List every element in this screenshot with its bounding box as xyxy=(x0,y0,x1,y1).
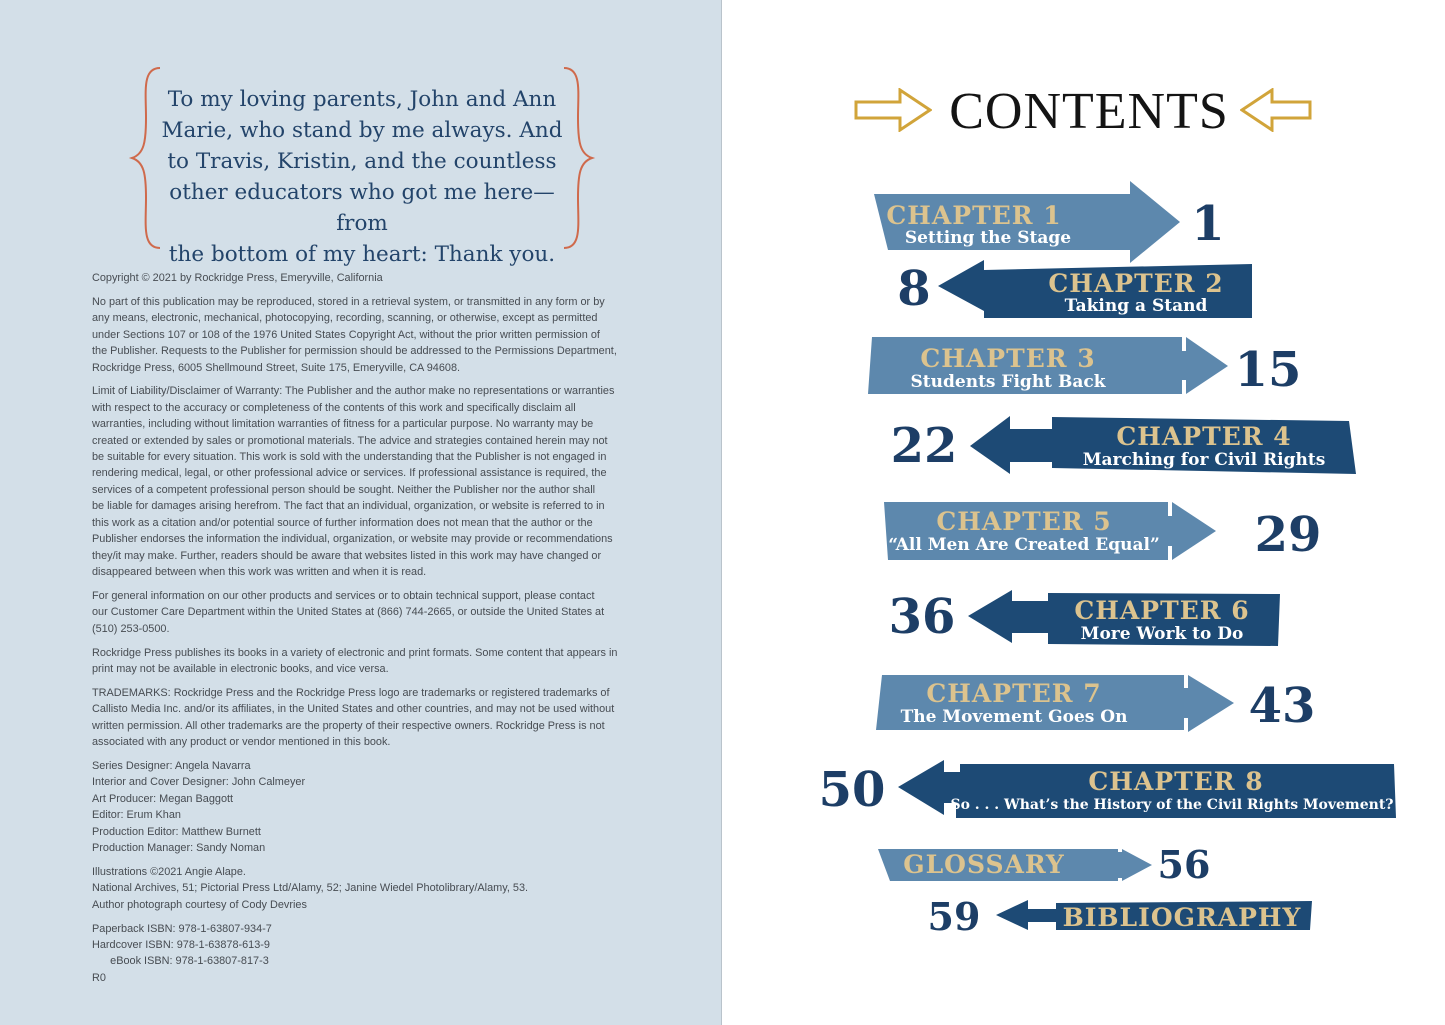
text-line: be liable for damages arising herefrom. The fact that an individual, organization, or website is referred to in xyxy=(92,500,605,513)
text-line: the Publisher. Requests to the Publisher for permission should be addressed to the Permissions Department, xyxy=(92,345,617,358)
text-line: National Archives, 51; Pictorial Press Ltd/Alamy, 52; Janine Wiedel Photolibrary/Alamy, 53. xyxy=(92,882,529,895)
text-line: written permission. All other trademarks are the property of their respective owners. Rockridge Press is not xyxy=(92,719,605,732)
toc-entry-chapter-7[interactable] xyxy=(876,675,1315,734)
text-line: with respect to the accuracy or completeness of the contents of this work and specifically disclaim all xyxy=(92,401,576,414)
chapter-subtitle: More Work to Do xyxy=(1080,624,1244,644)
dedication-line: To my loving parents, John and Ann xyxy=(167,87,557,112)
toc-entry-glossary[interactable] xyxy=(878,842,1210,887)
page-number: 22 xyxy=(890,418,958,474)
text-line: Rockridge Press publishes its books in a variety of electronic and print formats. Some content that appears in xyxy=(92,646,618,659)
contents-page xyxy=(722,0,1445,1025)
chapter-subtitle: The Movement Goes On xyxy=(900,707,1128,727)
text-line: services of a competent professional person should be sought. Neither the Publisher nor the author shall xyxy=(92,483,596,496)
toc-entry-chapter-8[interactable] xyxy=(819,760,1396,818)
chapter-subtitle: “All Men Are Created Equal” xyxy=(888,535,1160,555)
toc-entry-chapter-1[interactable] xyxy=(874,181,1225,263)
text-line: eBook ISBN: 978-1-63807-817-3 xyxy=(92,955,269,968)
text-line: under Sections 107 or 108 of the 1976 United States Copyright Act, without the prior written permission of xyxy=(92,328,600,341)
dedication-line: Marie, who stand by me always. And xyxy=(161,118,563,143)
page-number: 56 xyxy=(1157,842,1211,887)
text-line: print may not be available in electronic books, and vice versa. xyxy=(92,662,389,675)
text-line: R0 xyxy=(92,971,106,984)
chapter-subtitle: Setting the Stage xyxy=(904,228,1072,248)
chapter-subtitle: Taking a Stand xyxy=(1064,296,1208,316)
text-line: be suitable for every situation. This work is sold with the understanding that the Publisher is not engaged in xyxy=(92,451,607,464)
liability-paragraph xyxy=(92,383,634,580)
toc-entry-bibliography[interactable] xyxy=(928,894,1312,939)
text-line: For general information on our other products and services or to obtain technical support, please contact xyxy=(92,589,595,602)
text-line: created or extended by sales or promotional materials. The advice and strategies contained herein may not xyxy=(92,434,608,447)
contents-title: CONTENTS xyxy=(949,83,1229,140)
page-number: 36 xyxy=(888,589,956,645)
glossary-label: GLOSSARY xyxy=(903,850,1065,879)
toc-entry-chapter-5[interactable] xyxy=(884,502,1321,563)
text-line: Art Producer: Megan Baggott xyxy=(92,792,234,805)
right-brace-ornament xyxy=(556,62,596,254)
text-line: Illustrations ©2021 Angie Alape. xyxy=(92,865,246,878)
toc-entry-chapter-3[interactable] xyxy=(868,337,1301,398)
page-number: 29 xyxy=(1254,507,1322,563)
chapter-label: CHAPTER 3 xyxy=(920,344,1096,373)
text-line: Author photograph courtesy of Cody Devries xyxy=(92,898,307,911)
chapter-label: CHAPTER 5 xyxy=(936,507,1112,536)
text-line: TRADEMARKS: Rockridge Press and the Rockridge Press logo are trademarks or registered trademarks of xyxy=(92,686,610,699)
text-line: Paperback ISBN: 978-1-63807-934-7 xyxy=(92,922,272,935)
toc-entry-chapter-2[interactable] xyxy=(897,260,1252,318)
illustration-credits xyxy=(92,864,634,913)
page-number: 15 xyxy=(1234,342,1302,398)
text-line: Callisto Media Inc. and/or its affiliates, in the United States and other countries, and may not be used without xyxy=(92,703,615,716)
chapter-label: CHAPTER 2 xyxy=(1048,269,1224,298)
chapter-subtitle: So . . . What’s the History of the Civil Rights Movement? xyxy=(950,797,1394,813)
text-line: Editor: Erum Khan xyxy=(92,809,181,822)
text-line: Production Editor: Matthew Burnett xyxy=(92,825,261,838)
page-number: 50 xyxy=(818,762,886,818)
text-line: No part of this publication may be reproduced, stored in a retrieval system, or transmitted in any form or by xyxy=(92,295,605,308)
page-number: 8 xyxy=(897,261,931,317)
text-line: Copyright © 2021 by Rockridge Press, Emeryville, California xyxy=(92,272,383,284)
table-of-contents xyxy=(722,0,1445,1025)
chapter-subtitle: Students Fight Back xyxy=(910,372,1106,392)
chapter-subtitle: Marching for Civil Rights xyxy=(1082,450,1326,470)
formats-paragraph xyxy=(92,645,634,678)
copyright-page xyxy=(0,0,722,1025)
text-line: Rockridge Press, 6005 Shellmound Street, Suite 175, Emeryville, CA 94608. xyxy=(92,361,461,374)
text-line: warranties, including without limitation warranties of fitness for a particular purpose. No warranty may be xyxy=(92,418,594,431)
text-line: Hardcover ISBN: 978-1-63878-613-9 xyxy=(92,939,270,952)
bibliography-label: BIBLIOGRAPHY xyxy=(1062,903,1302,932)
chapter-label: CHAPTER 1 xyxy=(886,201,1062,230)
text-line: any means, electronic, mechanical, photocopying, recording, scanning, or otherwise, except as permitted xyxy=(92,312,598,325)
text-line: they/it may make. Further, readers should be aware that websites listed in this work may have changed or xyxy=(92,549,602,562)
page-number: 59 xyxy=(927,894,981,939)
trademarks-paragraph xyxy=(92,685,634,751)
text-line: Production Manager: Sandy Noman xyxy=(92,842,266,854)
dedication xyxy=(128,62,596,267)
chapter-label: CHAPTER 7 xyxy=(926,679,1102,708)
dedication-line: other educators who got me here—from xyxy=(169,180,555,236)
toc-entry-chapter-4[interactable] xyxy=(891,416,1356,474)
toc-entry-chapter-6[interactable] xyxy=(889,589,1280,646)
page-number: 43 xyxy=(1248,678,1316,734)
copyright-line xyxy=(92,270,634,286)
text-line: rendering medical, legal, or other professional advice or services. If professional assistance is required, the xyxy=(92,467,607,480)
isbn-list xyxy=(92,921,634,987)
chapter-label: CHAPTER 8 xyxy=(1088,767,1264,796)
text-line: Publisher endorses the information the individual, organization, or website may provide or recommendations xyxy=(92,533,613,546)
copyright-notice xyxy=(92,270,634,994)
text-line: this work as a citation and/or potential source of further information does not mean that the author or the xyxy=(92,516,593,529)
text-line: disappeared between when this work was written and when it is read. xyxy=(92,565,427,578)
chapter-label: CHAPTER 4 xyxy=(1116,422,1292,451)
text-line: our Customer Care Department within the United States at (866) 744-2665, or outside the United States at xyxy=(92,606,605,619)
dedication-line: to Travis, Kristin, and the countless xyxy=(167,149,557,174)
chapter-label: CHAPTER 6 xyxy=(1074,596,1250,625)
dedication-text xyxy=(156,84,568,270)
text-line: Limit of Liability/Disclaimer of Warranty: The Publisher and the author make no representations or warranties xyxy=(92,385,615,398)
text-line: Series Designer: Angela Navarra xyxy=(92,759,251,772)
support-paragraph xyxy=(92,588,634,637)
credits-list xyxy=(92,758,634,856)
text-line: associated with any product or vendor mentioned in this book. xyxy=(92,736,391,749)
page-number: 1 xyxy=(1191,196,1225,252)
rights-paragraph xyxy=(92,294,634,376)
text-line: Interior and Cover Designer: John Calmeyer xyxy=(92,776,306,789)
dedication-line: the bottom of my heart: Thank you. xyxy=(168,242,556,267)
text-line: (510) 253-0500. xyxy=(92,622,170,635)
